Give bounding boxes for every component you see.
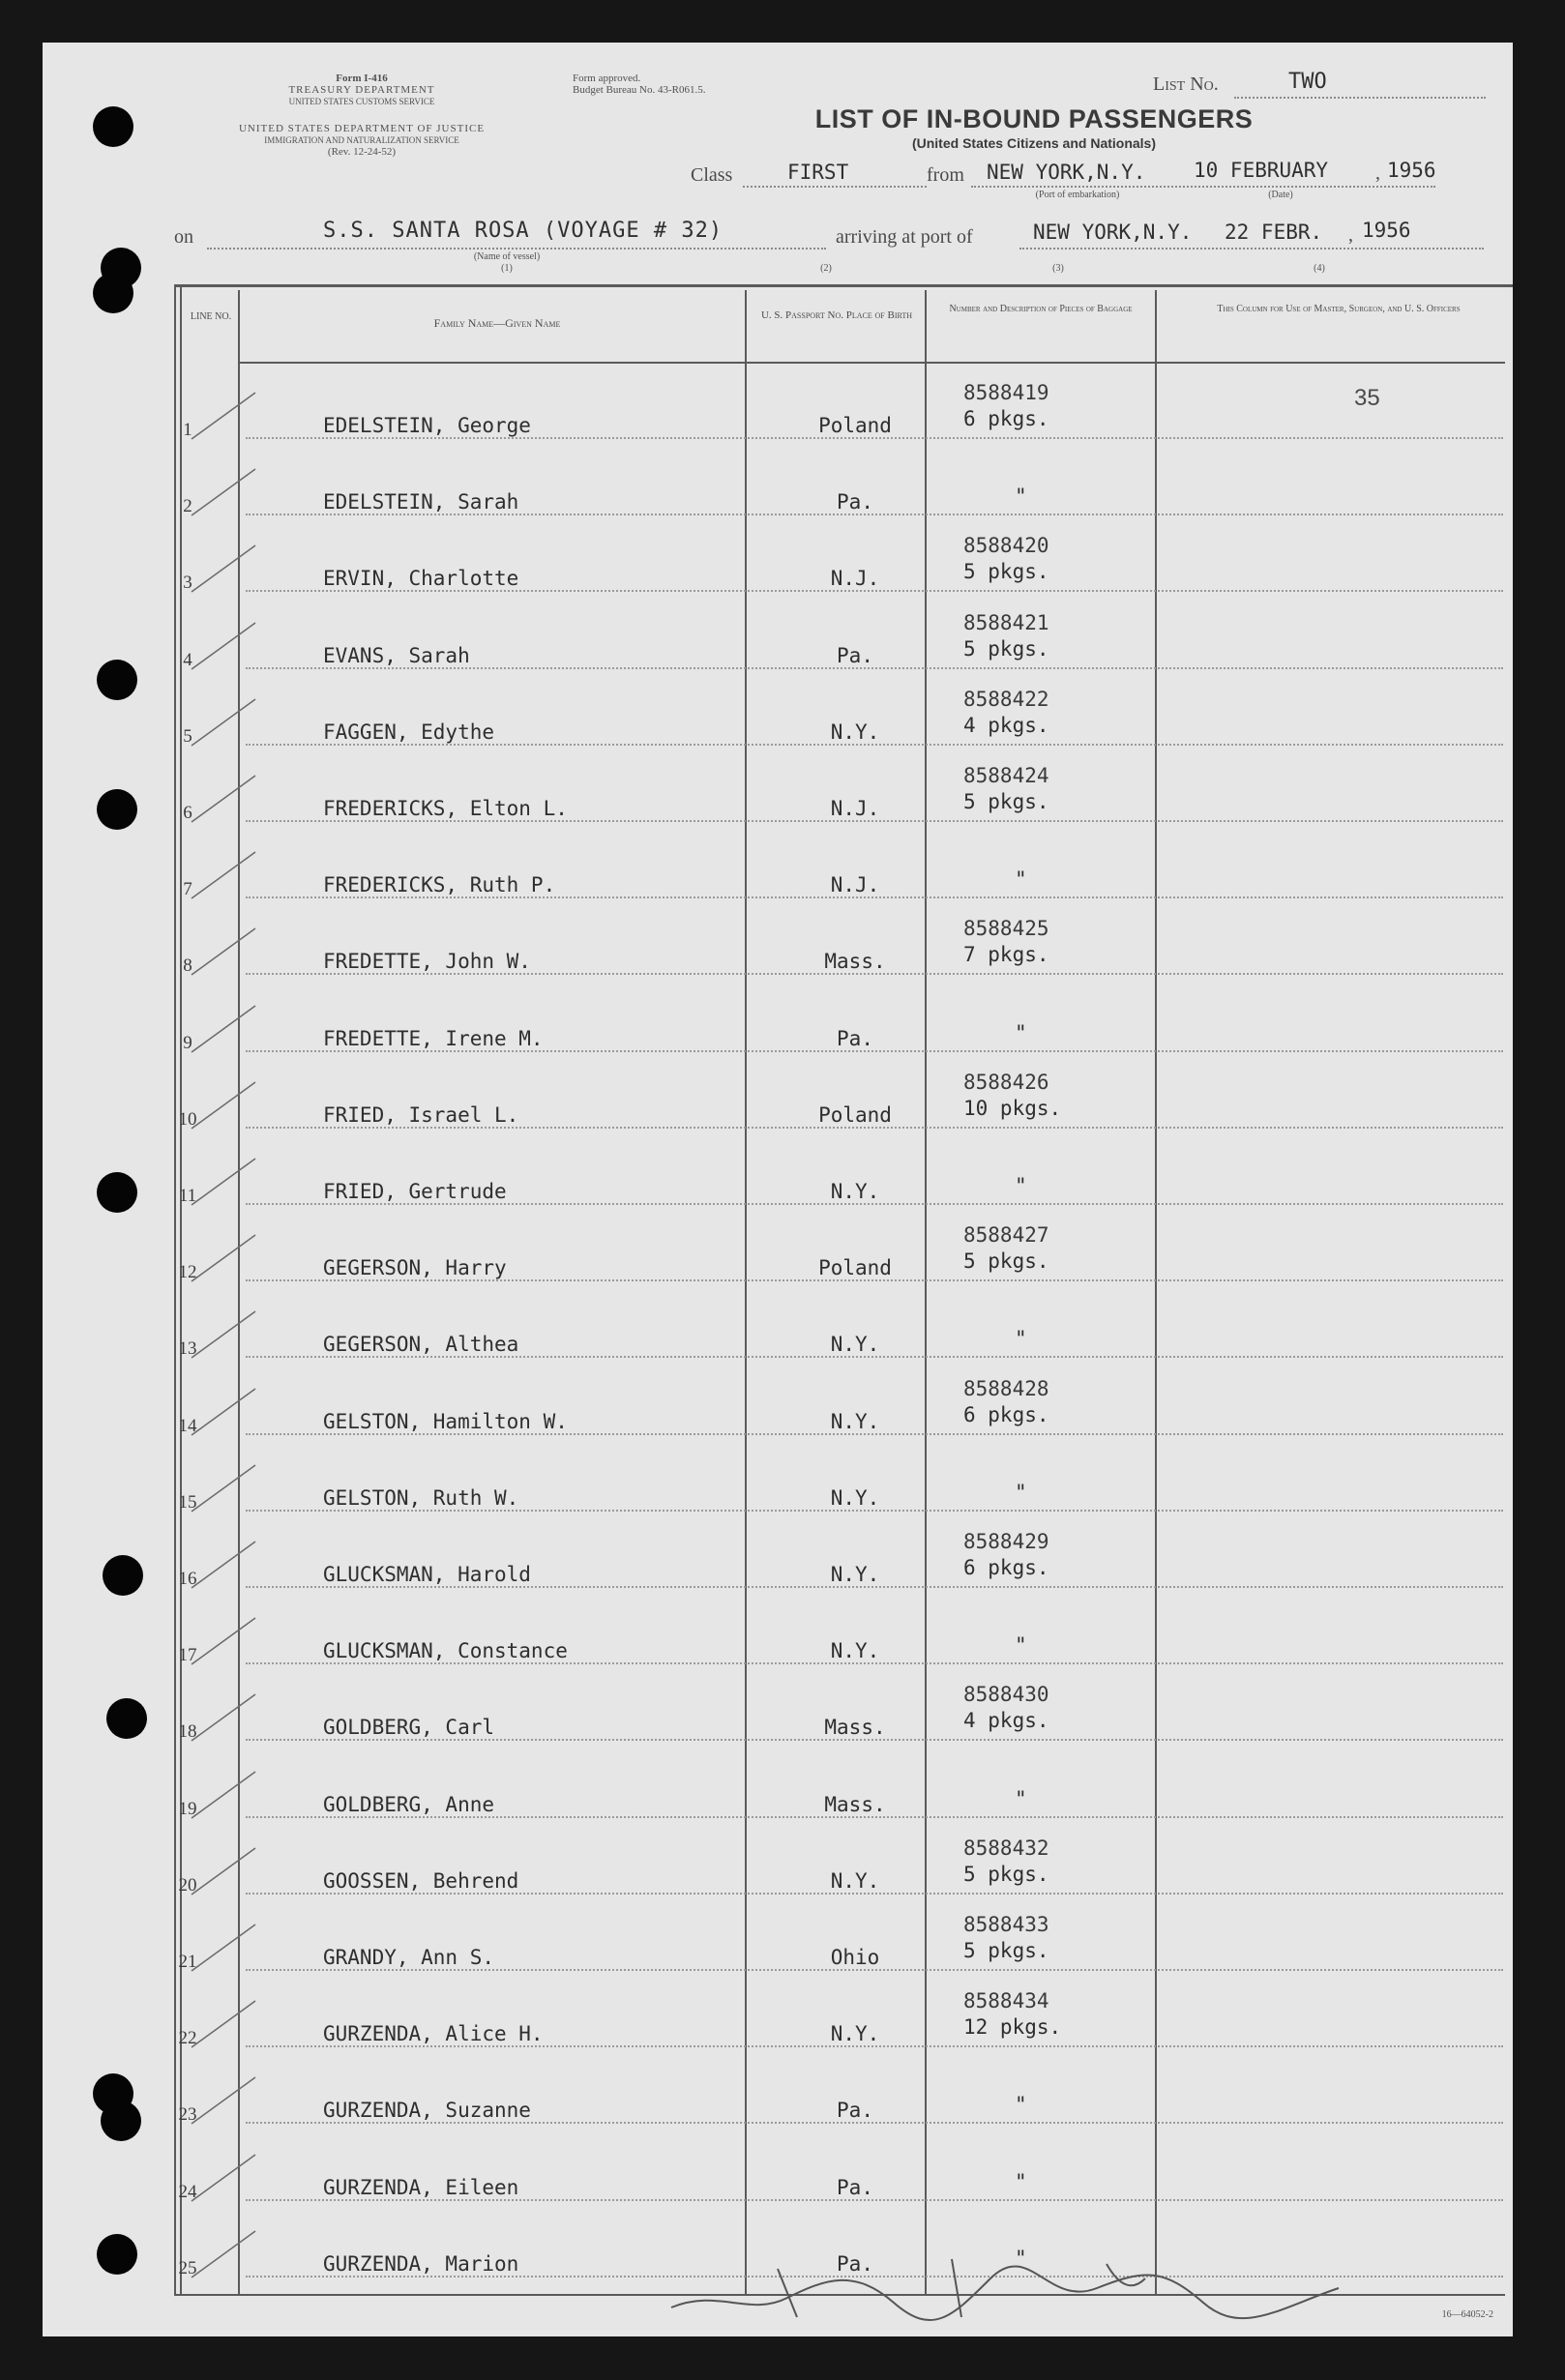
- check-mark: [188, 2070, 265, 2128]
- check-mark: [188, 1074, 265, 1132]
- table-row: [43, 1065, 1513, 1141]
- line-number: 10: [178, 1108, 197, 1130]
- from-year-sep: ,: [1375, 162, 1380, 184]
- port-caption: (Port of embarkation): [1035, 190, 1120, 200]
- place-of-birth: N.Y.: [830, 1639, 880, 1663]
- check-mark: [188, 691, 265, 749]
- table-row: [43, 452, 1513, 528]
- place-of-birth: Pa.: [837, 2175, 873, 2199]
- col-header-name: Family Name—Given Name: [433, 316, 561, 330]
- line-number: 21: [178, 1952, 197, 1972]
- baggage-description: 5 pkgs.: [963, 1249, 1049, 1274]
- arrival-port: NEW YORK,N.Y.: [1033, 220, 1193, 244]
- place-of-birth: N.J.: [830, 873, 880, 897]
- table-row: [43, 1524, 1513, 1601]
- approval-line: Budget Bureau No. 43-R061.5.: [573, 84, 706, 96]
- passenger-name: FAGGEN, Edythe: [323, 720, 495, 744]
- manifest-page: [43, 43, 1513, 2336]
- row-rule: [246, 590, 1503, 592]
- row-rule: [246, 1586, 1503, 1588]
- place-of-birth: Pa.: [837, 2099, 873, 2123]
- line-number: 19: [178, 1798, 197, 1819]
- ditto-mark: ": [1015, 1480, 1027, 1504]
- class-value: FIRST: [787, 161, 849, 184]
- line-number: 4: [183, 649, 192, 670]
- check-mark: [188, 1764, 265, 1822]
- date-caption: (Date): [1268, 190, 1293, 200]
- baggage-description: 6 pkgs.: [963, 1402, 1049, 1426]
- agency-line: IMMIGRATION AND NATURALIZATION SERVICE: [264, 135, 459, 145]
- passenger-name: EVANS, Sarah: [323, 643, 470, 667]
- baggage-number: 8588424: [963, 764, 1049, 787]
- on-label: on: [174, 226, 193, 248]
- check-mark: [188, 1534, 265, 1592]
- agency-line: UNITED STATES CUSTOMS SERVICE: [288, 97, 435, 106]
- passenger-name: GLUCKSMAN, Harold: [323, 1563, 531, 1586]
- row-rule: [246, 1279, 1503, 1281]
- row-rule: [246, 820, 1503, 822]
- vessel-name: S.S. SANTA ROSA (VOYAGE # 32): [323, 219, 723, 243]
- arrival-year-sep: ,: [1348, 224, 1353, 246]
- ditto-mark: ": [1015, 485, 1027, 509]
- baggage-number: 8588425: [963, 917, 1049, 941]
- list-no-label: List No.: [1153, 73, 1219, 95]
- row-rule: [246, 2199, 1503, 2201]
- baggage-number: 8588433: [963, 1913, 1049, 1936]
- page-title: LIST OF IN-BOUND PASSENGERS: [814, 104, 1254, 133]
- row-rule: [246, 1816, 1503, 1818]
- baggage-description: 4 pkgs.: [963, 713, 1049, 737]
- table-row: [43, 1983, 1513, 2060]
- table-row: [43, 682, 1513, 758]
- check-mark: [188, 1993, 265, 2051]
- passenger-name: GELSTON, Ruth W.: [323, 1485, 519, 1510]
- place-of-birth: Poland: [818, 1102, 892, 1127]
- table-row: [43, 2137, 1513, 2214]
- check-mark: [188, 768, 265, 826]
- ditto-mark: ": [1015, 867, 1027, 892]
- row-rule: [246, 1969, 1503, 1971]
- line-number: 5: [183, 725, 192, 747]
- passenger-name: GELSTON, Hamilton W.: [323, 1409, 568, 1433]
- table-row: [43, 528, 1513, 604]
- arrival-date: 22 FEBR.: [1225, 220, 1323, 244]
- row-rule: [246, 1127, 1503, 1129]
- vessel-caption: (Name of vessel): [473, 251, 541, 262]
- passenger-name: GURZENDA, Eileen: [323, 2175, 519, 2199]
- line-number: 13: [178, 1338, 197, 1360]
- place-of-birth: N.Y.: [830, 1409, 880, 1433]
- check-mark: [188, 844, 265, 902]
- agency-line: UNITED STATES DEPARTMENT OF JUSTICE: [238, 123, 486, 134]
- col-header-passport: U. S. Passport No. Place of Birth: [760, 309, 913, 321]
- line-number: 15: [178, 1491, 197, 1513]
- check-mark: [188, 1304, 265, 1362]
- row-rule: [246, 1662, 1503, 1664]
- ditto-mark: ": [1015, 1786, 1027, 1810]
- passenger-name: GOLDBERG, Carl: [323, 1716, 495, 1740]
- table-row: [43, 1371, 1513, 1448]
- arrival-year: 1956: [1362, 219, 1411, 242]
- table-row: [43, 2060, 1513, 2136]
- baggage-number: 8588434: [963, 1989, 1049, 2013]
- table-row: [43, 758, 1513, 835]
- row-rule: [246, 1203, 1503, 1205]
- agency-line: (Rev. 12-24-52): [327, 146, 397, 158]
- table-row: [43, 1907, 1513, 1983]
- place-of-birth: N.Y.: [830, 1333, 880, 1357]
- col-header-officers: This Column for Use of Master, Surgeon, and U. S. Officers: [1217, 304, 1461, 314]
- line-number: 12: [178, 1262, 197, 1283]
- line-number: 18: [178, 1721, 197, 1743]
- check-mark: [188, 1917, 265, 1975]
- line-number: 7: [183, 879, 192, 900]
- baggage-description: 5 pkgs.: [963, 1862, 1049, 1886]
- officer-signature: [662, 2246, 1358, 2327]
- check-mark: [188, 1840, 265, 1898]
- from-date: 10 FEBRUARY: [1194, 159, 1329, 182]
- from-underline: [971, 186, 1435, 188]
- table-row: [43, 375, 1513, 452]
- row-rule: [246, 1739, 1503, 1741]
- table-row: [43, 835, 1513, 911]
- baggage-description: 5 pkgs.: [963, 636, 1049, 661]
- passenger-name: GURZENDA, Suzanne: [323, 2099, 531, 2123]
- check-mark: [188, 461, 265, 519]
- place-of-birth: N.Y.: [830, 1180, 880, 1203]
- punch-hole: [93, 273, 133, 313]
- line-number: 20: [178, 1874, 197, 1895]
- row-rule: [246, 667, 1503, 669]
- passenger-name: GEGERSON, Althea: [323, 1333, 519, 1357]
- passenger-name: GLUCKSMAN, Constance: [323, 1639, 568, 1663]
- line-number: 22: [178, 2028, 197, 2049]
- row-rule: [246, 1510, 1503, 1512]
- row-rule: [246, 896, 1503, 898]
- ditto-mark: ": [1015, 2093, 1027, 2117]
- line-number: 17: [178, 1645, 197, 1666]
- arriving-label: arriving at port of: [836, 226, 973, 248]
- table-row: [43, 988, 1513, 1065]
- baggage-number: 8588421: [963, 610, 1049, 634]
- passenger-name: FREDETTE, Irene M.: [323, 1026, 544, 1050]
- baggage-description: 5 pkgs.: [963, 560, 1049, 584]
- baggage-number: 8588420: [963, 534, 1049, 558]
- passenger-name: GEGERSON, Harry: [323, 1256, 507, 1280]
- row-rule: [246, 744, 1503, 746]
- table-row: [43, 1218, 1513, 1294]
- baggage-number: 8588429: [963, 1530, 1049, 1553]
- check-mark: [188, 1381, 265, 1439]
- check-mark: [188, 1610, 265, 1668]
- place-of-birth: Pa.: [837, 2251, 873, 2276]
- check-mark: [188, 1687, 265, 1745]
- ditto-mark: ": [1015, 1327, 1027, 1351]
- check-mark: [188, 1151, 265, 1209]
- place-of-birth: N.J.: [830, 567, 880, 591]
- place-of-birth: N.Y.: [830, 1563, 880, 1586]
- place-of-birth: N.J.: [830, 797, 880, 820]
- check-mark: [188, 998, 265, 1056]
- passenger-name: EDELSTEIN, Sarah: [323, 490, 519, 514]
- baggage-description: 7 pkgs.: [963, 943, 1049, 967]
- table-row: [43, 911, 1513, 987]
- vessel-underline: [207, 248, 826, 250]
- officer-note: 35: [1354, 385, 1380, 411]
- place-of-birth: N.Y.: [830, 720, 880, 744]
- place-of-birth: Mass.: [824, 950, 886, 974]
- form-number: Form I-416: [336, 73, 388, 84]
- footer-code: 16—64052-2: [1441, 2309, 1493, 2320]
- place-of-birth: N.Y.: [830, 1868, 880, 1893]
- table-row: [43, 1754, 1513, 1831]
- row-rule: [246, 2122, 1503, 2124]
- vessel-caption-num: (1): [501, 263, 513, 274]
- passenger-name: EDELSTEIN, George: [323, 414, 531, 437]
- baggage-description: 4 pkgs.: [963, 1709, 1049, 1733]
- place-of-birth: Ohio: [830, 1946, 880, 1969]
- row-rule: [246, 973, 1503, 975]
- check-mark: [188, 1227, 265, 1285]
- approval-line: Form approved.: [573, 73, 641, 84]
- list-no-underline: [1234, 97, 1486, 99]
- row-rule: [246, 1433, 1503, 1435]
- from-port: NEW YORK,N.Y.: [987, 161, 1146, 184]
- row-rule: [246, 437, 1503, 439]
- place-of-birth: Pa.: [837, 1026, 873, 1050]
- passenger-name: FREDERICKS, Ruth P.: [323, 873, 556, 897]
- line-number: 9: [183, 1032, 192, 1053]
- row-rule: [246, 1356, 1503, 1358]
- passenger-name: FREDERICKS, Elton L.: [323, 797, 568, 820]
- from-year: 1956: [1387, 159, 1436, 182]
- baggage-description: 6 pkgs.: [963, 407, 1049, 430]
- baggage-number: 8588426: [963, 1070, 1049, 1094]
- baggage-number: 8588428: [963, 1376, 1049, 1400]
- class-label: Class: [691, 164, 733, 186]
- line-number: 3: [183, 573, 192, 594]
- passenger-name: GRANDY, Ann S.: [323, 1946, 495, 1969]
- row-rule: [246, 1893, 1503, 1895]
- place-of-birth: Pa.: [837, 490, 873, 514]
- place-of-birth: Mass.: [824, 1716, 886, 1740]
- line-number: 6: [183, 803, 192, 823]
- ditto-mark: ": [1015, 2169, 1027, 2193]
- baggage-description: 5 pkgs.: [963, 1939, 1049, 1962]
- check-mark: [188, 615, 265, 673]
- col-header-baggage: Number and Description of Pieces of Baggage: [949, 304, 1133, 314]
- col-header-line-no: LINE NO.: [190, 311, 232, 322]
- check-mark: [188, 2223, 265, 2281]
- baggage-description: 12 pkgs.: [963, 2015, 1062, 2040]
- caption-2: (2): [820, 263, 832, 274]
- passenger-name: FRIED, Israel L.: [323, 1102, 519, 1127]
- place-of-birth: Pa.: [837, 643, 873, 667]
- line-number: 25: [178, 2257, 197, 2278]
- baggage-description: 6 pkgs.: [963, 1556, 1049, 1579]
- line-number: 16: [178, 1569, 197, 1589]
- place-of-birth: Poland: [818, 1256, 892, 1280]
- table-row: [43, 1601, 1513, 1677]
- baggage-number: 8588432: [963, 1836, 1049, 1860]
- ditto-mark: ": [1015, 1174, 1027, 1197]
- check-mark: [188, 921, 265, 979]
- check-mark: [188, 538, 265, 596]
- check-mark: [188, 385, 265, 443]
- line-number: 24: [178, 2181, 197, 2202]
- from-label: from: [927, 164, 964, 186]
- place-of-birth: N.Y.: [830, 2022, 880, 2046]
- passenger-name: GOOSSEN, Behrend: [323, 1868, 519, 1893]
- passenger-name: FREDETTE, John W.: [323, 950, 531, 974]
- line-number: 14: [178, 1415, 197, 1436]
- ditto-mark: ": [1015, 1020, 1027, 1044]
- baggage-number: 8588419: [963, 381, 1049, 404]
- place-of-birth: N.Y.: [830, 1485, 880, 1510]
- line-number: 23: [178, 2104, 197, 2126]
- baggage-number: 8588422: [963, 687, 1049, 711]
- page-subtitle: (United States Citizens and Nationals): [911, 135, 1157, 151]
- table-top-border: [174, 284, 1513, 287]
- table-row: [43, 1448, 1513, 1524]
- caption-3: (3): [1052, 263, 1064, 274]
- arrival-underline: [1019, 248, 1484, 250]
- passenger-name: GURZENDA, Marion: [323, 2251, 519, 2276]
- row-rule: [246, 1050, 1503, 1052]
- place-of-birth: Mass.: [824, 1792, 886, 1816]
- row-rule: [246, 2045, 1503, 2047]
- list-no-value: TWO: [1288, 70, 1327, 94]
- line-number: 1: [183, 420, 192, 440]
- passenger-name: ERVIN, Charlotte: [323, 567, 519, 591]
- line-number: 11: [178, 1186, 197, 1206]
- table-row: [43, 605, 1513, 682]
- baggage-description: 10 pkgs.: [963, 1096, 1062, 1120]
- passenger-name: GURZENDA, Alice H.: [323, 2022, 544, 2046]
- place-of-birth: Poland: [818, 414, 892, 437]
- class-underline: [743, 186, 927, 188]
- check-mark: [188, 2147, 265, 2205]
- table-row: [43, 1677, 1513, 1753]
- baggage-number: 8588430: [963, 1683, 1049, 1707]
- baggage-description: 5 pkgs.: [963, 790, 1049, 813]
- table-row: [43, 1831, 1513, 1907]
- punch-hole: [93, 106, 133, 147]
- table-row: [43, 1141, 1513, 1218]
- caption-4: (4): [1314, 263, 1325, 274]
- check-mark: [188, 1457, 265, 1515]
- agency-line: TREASURY DEPARTMENT: [288, 84, 435, 96]
- line-number: 8: [183, 955, 192, 977]
- passenger-name: GOLDBERG, Anne: [323, 1792, 495, 1816]
- ditto-mark: ": [1015, 2246, 1027, 2270]
- baggage-number: 8588427: [963, 1223, 1049, 1248]
- passenger-name: FRIED, Gertrude: [323, 1180, 507, 1203]
- ditto-mark: ": [1015, 1633, 1027, 1658]
- table-row: [43, 1294, 1513, 1370]
- header-bottom-border: [238, 362, 1505, 364]
- row-rule: [246, 514, 1503, 515]
- line-number: 2: [183, 496, 192, 517]
